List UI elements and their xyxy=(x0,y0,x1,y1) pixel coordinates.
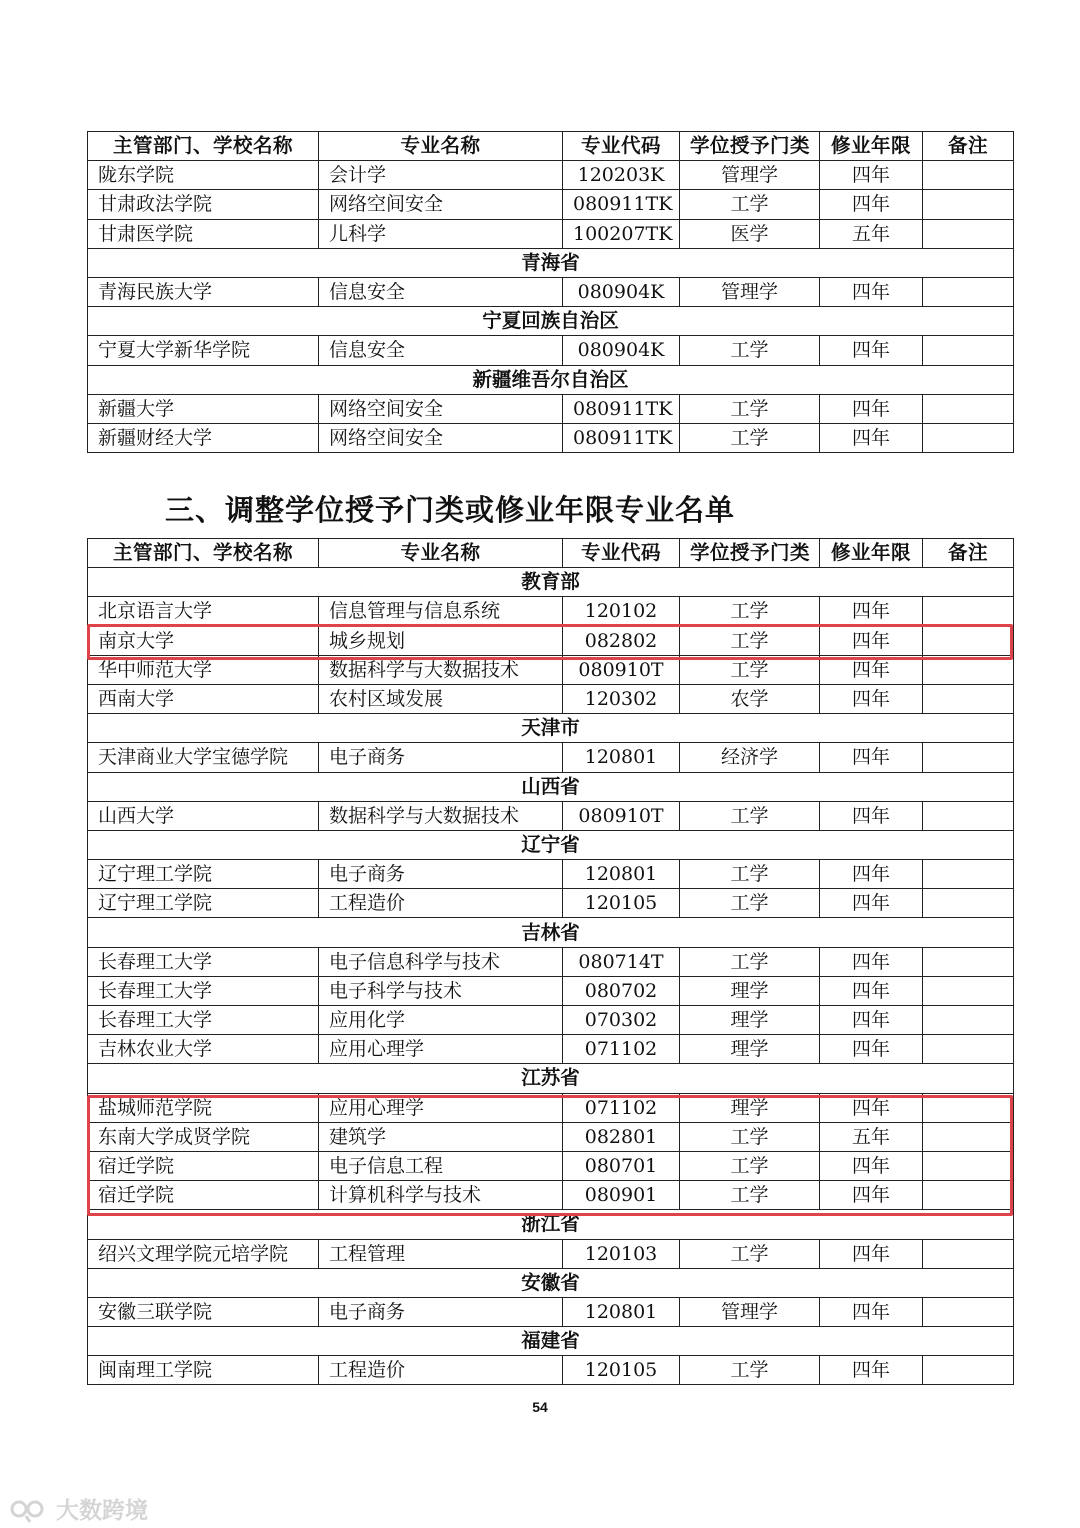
table-row xyxy=(88,889,1014,918)
years-cell: 四年 xyxy=(820,1239,923,1268)
major-cell: 电子信息工程 xyxy=(319,1151,563,1180)
major-cell: 电子商务 xyxy=(319,743,563,772)
years-cell: 四年 xyxy=(820,1356,923,1385)
school-cell: 青海民族大学 xyxy=(88,277,319,306)
region-group-row xyxy=(88,248,1014,277)
major-cell: 会计学 xyxy=(319,161,563,190)
years-cell: 四年 xyxy=(820,336,923,365)
table-row xyxy=(88,684,1014,713)
school-cell: 吉林农业大学 xyxy=(88,1035,319,1064)
major-cell: 电子商务 xyxy=(319,1297,563,1326)
region-group-row xyxy=(88,568,1014,597)
degree-cell: 工学 xyxy=(680,1122,820,1151)
note-cell xyxy=(923,1006,1014,1035)
region-label: 山西省 xyxy=(88,772,1014,801)
table-row xyxy=(88,655,1014,684)
school-cell: 宁夏大学新华学院 xyxy=(88,336,319,365)
note-cell xyxy=(923,190,1014,219)
years-cell: 四年 xyxy=(820,976,923,1005)
code-cell: 082802 xyxy=(563,626,680,655)
school-cell: 北京语言大学 xyxy=(88,597,319,626)
major-cell: 应用化学 xyxy=(319,1006,563,1035)
degree-cell: 工学 xyxy=(680,626,820,655)
majors-table-continued xyxy=(87,131,1014,453)
region-label: 安徽省 xyxy=(88,1268,1014,1297)
degree-cell: 管理学 xyxy=(680,161,820,190)
years-cell: 四年 xyxy=(820,743,923,772)
degree-cell: 工学 xyxy=(680,860,820,889)
years-cell: 四年 xyxy=(820,684,923,713)
code-cell: 080911TK xyxy=(563,394,680,423)
code-cell: 080901 xyxy=(563,1181,680,1210)
region-group-row xyxy=(88,830,1014,859)
degree-cell: 管理学 xyxy=(680,1297,820,1326)
school-cell: 盐城师范学院 xyxy=(88,1093,319,1122)
degree-cell: 工学 xyxy=(680,190,820,219)
major-cell: 应用心理学 xyxy=(319,1035,563,1064)
degree-cell: 理学 xyxy=(680,1093,820,1122)
major-cell: 信息安全 xyxy=(319,277,563,306)
school-cell: 甘肃政法学院 xyxy=(88,190,319,219)
code-cell: 120801 xyxy=(563,743,680,772)
school-cell: 山西大学 xyxy=(88,801,319,830)
school-cell: 绍兴文理学院元培学院 xyxy=(88,1239,319,1268)
header-code: 专业代码 xyxy=(563,132,680,161)
region-label: 教育部 xyxy=(88,568,1014,597)
note-cell xyxy=(923,161,1014,190)
major-cell: 电子商务 xyxy=(319,860,563,889)
code-cell: 080910T xyxy=(563,801,680,830)
table-row xyxy=(88,161,1014,190)
header-row xyxy=(88,539,1014,568)
note-cell xyxy=(923,1297,1014,1326)
header-degree: 学位授予门类 xyxy=(680,539,820,568)
table-row xyxy=(88,1035,1014,1064)
table-row xyxy=(88,219,1014,248)
degree-cell: 工学 xyxy=(680,801,820,830)
degree-cell: 医学 xyxy=(680,219,820,248)
major-cell: 数据科学与大数据技术 xyxy=(319,801,563,830)
school-cell: 长春理工大学 xyxy=(88,1006,319,1035)
major-cell: 儿科学 xyxy=(319,219,563,248)
degree-cell: 理学 xyxy=(680,976,820,1005)
region-label: 浙江省 xyxy=(88,1210,1014,1239)
degree-cell: 经济学 xyxy=(680,743,820,772)
years-cell: 四年 xyxy=(820,423,923,452)
degree-cell: 工学 xyxy=(680,423,820,452)
major-cell: 工程管理 xyxy=(319,1239,563,1268)
header-years: 修业年限 xyxy=(820,539,923,568)
years-cell: 四年 xyxy=(820,277,923,306)
note-cell xyxy=(923,1356,1014,1385)
note-cell xyxy=(923,1035,1014,1064)
adjusted-majors-table xyxy=(87,538,1014,1385)
school-cell: 宿迁学院 xyxy=(88,1181,319,1210)
code-cell: 120203K xyxy=(563,161,680,190)
degree-cell: 工学 xyxy=(680,597,820,626)
degree-cell: 理学 xyxy=(680,1006,820,1035)
code-cell: 120105 xyxy=(563,1356,680,1385)
code-cell: 120801 xyxy=(563,860,680,889)
table-row xyxy=(88,1297,1014,1326)
major-cell: 网络空间安全 xyxy=(319,423,563,452)
table-row xyxy=(88,1093,1014,1122)
years-cell: 四年 xyxy=(820,1035,923,1064)
region-group-row xyxy=(88,1210,1014,1239)
years-cell: 四年 xyxy=(820,626,923,655)
major-cell: 城乡规划 xyxy=(319,626,563,655)
years-cell: 四年 xyxy=(820,161,923,190)
major-cell: 农村区域发展 xyxy=(319,684,563,713)
note-cell xyxy=(923,743,1014,772)
table-row xyxy=(88,190,1014,219)
note-cell xyxy=(923,801,1014,830)
school-cell: 甘肃医学院 xyxy=(88,219,319,248)
school-cell: 新疆大学 xyxy=(88,394,319,423)
table-row xyxy=(88,1151,1014,1180)
header-row xyxy=(88,132,1014,161)
note-cell xyxy=(923,684,1014,713)
major-cell: 计算机科学与技术 xyxy=(319,1181,563,1210)
code-cell: 082801 xyxy=(563,1122,680,1151)
table-row xyxy=(88,277,1014,306)
table-row xyxy=(88,597,1014,626)
major-cell: 建筑学 xyxy=(319,1122,563,1151)
years-cell: 四年 xyxy=(820,597,923,626)
header-major: 专业名称 xyxy=(319,132,563,161)
code-cell: 080904K xyxy=(563,277,680,306)
code-cell: 080911TK xyxy=(563,423,680,452)
watermark xyxy=(8,1492,148,1525)
code-cell: 071102 xyxy=(563,1093,680,1122)
region-group-row xyxy=(88,307,1014,336)
school-cell: 西南大学 xyxy=(88,684,319,713)
major-cell: 应用心理学 xyxy=(319,1093,563,1122)
years-cell: 五年 xyxy=(820,219,923,248)
note-cell xyxy=(923,336,1014,365)
code-cell: 080701 xyxy=(563,1151,680,1180)
header-note: 备注 xyxy=(923,539,1014,568)
degree-cell: 工学 xyxy=(680,1356,820,1385)
note-cell xyxy=(923,1151,1014,1180)
major-cell: 信息安全 xyxy=(319,336,563,365)
years-cell: 四年 xyxy=(820,947,923,976)
code-cell: 080714T xyxy=(563,947,680,976)
region-label: 天津市 xyxy=(88,714,1014,743)
note-cell xyxy=(923,655,1014,684)
code-cell: 120103 xyxy=(563,1239,680,1268)
major-cell: 网络空间安全 xyxy=(319,190,563,219)
school-cell: 东南大学成贤学院 xyxy=(88,1122,319,1151)
years-cell: 四年 xyxy=(820,889,923,918)
table-row xyxy=(88,1239,1014,1268)
school-cell: 长春理工大学 xyxy=(88,976,319,1005)
note-cell xyxy=(923,947,1014,976)
code-cell: 080910T xyxy=(563,655,680,684)
years-cell: 四年 xyxy=(820,1151,923,1180)
degree-cell: 工学 xyxy=(680,889,820,918)
header-years: 修业年限 xyxy=(820,132,923,161)
school-cell: 辽宁理工学院 xyxy=(88,889,319,918)
table1-body xyxy=(88,132,1014,453)
region-label: 新疆维吾尔自治区 xyxy=(88,365,1014,394)
code-cell: 080904K xyxy=(563,336,680,365)
years-cell: 四年 xyxy=(820,394,923,423)
school-cell: 安徽三联学院 xyxy=(88,1297,319,1326)
table-row xyxy=(88,1356,1014,1385)
header-school: 主管部门、学校名称 xyxy=(88,539,319,568)
major-cell: 网络空间安全 xyxy=(319,394,563,423)
table-row xyxy=(88,423,1014,452)
degree-cell: 工学 xyxy=(680,1151,820,1180)
code-cell: 080911TK xyxy=(563,190,680,219)
header-major: 专业名称 xyxy=(319,539,563,568)
table-row xyxy=(88,860,1014,889)
degree-cell: 农学 xyxy=(680,684,820,713)
code-cell: 120102 xyxy=(563,597,680,626)
years-cell: 四年 xyxy=(820,801,923,830)
school-cell: 闽南理工学院 xyxy=(88,1356,319,1385)
major-cell: 电子信息科学与技术 xyxy=(319,947,563,976)
region-label: 宁夏回族自治区 xyxy=(88,307,1014,336)
school-cell: 新疆财经大学 xyxy=(88,423,319,452)
school-cell: 长春理工大学 xyxy=(88,947,319,976)
table-row xyxy=(88,947,1014,976)
code-cell: 120105 xyxy=(563,889,680,918)
table-row xyxy=(88,626,1014,655)
school-cell: 辽宁理工学院 xyxy=(88,860,319,889)
table-row xyxy=(88,1006,1014,1035)
table-row xyxy=(88,801,1014,830)
major-cell: 信息管理与信息系统 xyxy=(319,597,563,626)
region-group-row xyxy=(88,772,1014,801)
code-cell: 120302 xyxy=(563,684,680,713)
code-cell: 071102 xyxy=(563,1035,680,1064)
years-cell: 四年 xyxy=(820,1093,923,1122)
table-row xyxy=(88,394,1014,423)
table-row xyxy=(88,1181,1014,1210)
note-cell xyxy=(923,860,1014,889)
major-cell: 数据科学与大数据技术 xyxy=(319,655,563,684)
note-cell xyxy=(923,394,1014,423)
note-cell xyxy=(923,1239,1014,1268)
note-cell xyxy=(923,976,1014,1005)
note-cell xyxy=(923,1093,1014,1122)
region-group-row xyxy=(88,1268,1014,1297)
degree-cell: 理学 xyxy=(680,1035,820,1064)
note-cell xyxy=(923,1122,1014,1151)
region-label: 辽宁省 xyxy=(88,830,1014,859)
major-cell: 工程造价 xyxy=(319,1356,563,1385)
note-cell xyxy=(923,423,1014,452)
years-cell: 四年 xyxy=(820,655,923,684)
table-row xyxy=(88,1122,1014,1151)
watermark-text: 大数跨境 xyxy=(56,1498,148,1524)
degree-cell: 工学 xyxy=(680,947,820,976)
note-cell xyxy=(923,597,1014,626)
years-cell: 四年 xyxy=(820,1181,923,1210)
region-group-row xyxy=(88,1327,1014,1356)
header-school: 主管部门、学校名称 xyxy=(88,132,319,161)
degree-cell: 工学 xyxy=(680,394,820,423)
note-cell xyxy=(923,626,1014,655)
years-cell: 四年 xyxy=(820,1297,923,1326)
school-cell: 宿迁学院 xyxy=(88,1151,319,1180)
degree-cell: 管理学 xyxy=(680,277,820,306)
school-cell: 陇东学院 xyxy=(88,161,319,190)
degree-cell: 工学 xyxy=(680,1181,820,1210)
major-cell: 工程造价 xyxy=(319,889,563,918)
region-group-row xyxy=(88,918,1014,947)
code-cell: 080702 xyxy=(563,976,680,1005)
page-number: 54 xyxy=(532,1399,548,1415)
years-cell: 四年 xyxy=(820,190,923,219)
code-cell: 100207TK xyxy=(563,219,680,248)
table-row xyxy=(88,976,1014,1005)
region-group-row xyxy=(88,1064,1014,1093)
region-label: 青海省 xyxy=(88,248,1014,277)
years-cell: 四年 xyxy=(820,860,923,889)
table-row xyxy=(88,336,1014,365)
region-label: 江苏省 xyxy=(88,1064,1014,1093)
region-group-row xyxy=(88,365,1014,394)
code-cell: 070302 xyxy=(563,1006,680,1035)
years-cell: 五年 xyxy=(820,1122,923,1151)
degree-cell: 工学 xyxy=(680,1239,820,1268)
header-note: 备注 xyxy=(923,132,1014,161)
table-row xyxy=(88,743,1014,772)
school-cell: 华中师范大学 xyxy=(88,655,319,684)
watermark-logo-icon xyxy=(8,1494,50,1524)
region-label: 吉林省 xyxy=(88,918,1014,947)
note-cell xyxy=(923,277,1014,306)
header-degree: 学位授予门类 xyxy=(680,132,820,161)
school-cell: 天津商业大学宝德学院 xyxy=(88,743,319,772)
degree-cell: 工学 xyxy=(680,655,820,684)
region-group-row xyxy=(88,714,1014,743)
years-cell: 四年 xyxy=(820,1006,923,1035)
note-cell xyxy=(923,219,1014,248)
region-label: 福建省 xyxy=(88,1327,1014,1356)
code-cell: 120801 xyxy=(563,1297,680,1326)
school-cell: 南京大学 xyxy=(88,626,319,655)
degree-cell: 工学 xyxy=(680,336,820,365)
major-cell: 电子科学与技术 xyxy=(319,976,563,1005)
note-cell xyxy=(923,889,1014,918)
section-title: 三、调整学位授予门类或修业年限专业名单 xyxy=(165,493,736,527)
table2-body xyxy=(88,539,1014,1385)
note-cell xyxy=(923,1181,1014,1210)
header-code: 专业代码 xyxy=(563,539,680,568)
